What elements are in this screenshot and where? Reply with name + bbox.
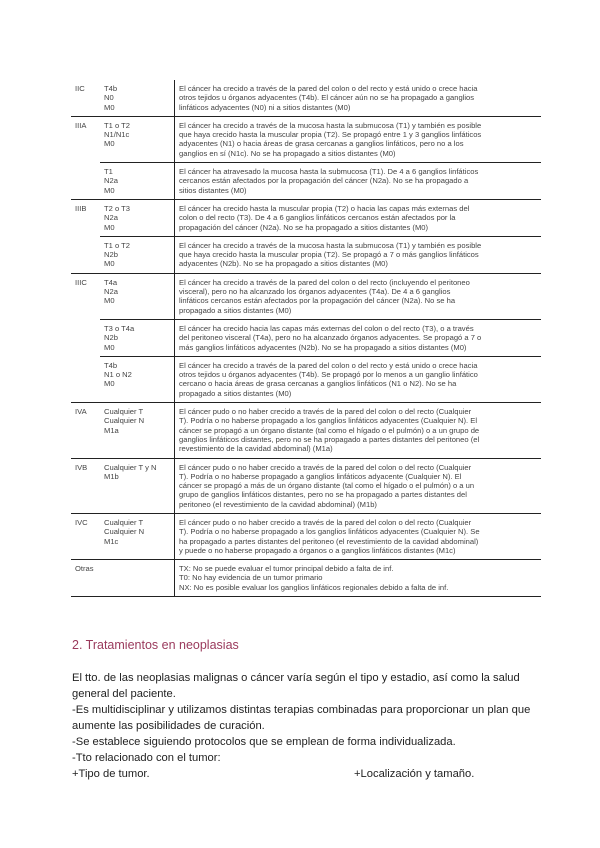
section-title: 2. Tratamientos en neoplasias [72, 638, 239, 652]
tnm-cell [100, 273, 175, 319]
tnm-line: Cualquier N [104, 416, 145, 426]
stage-cell: IVB [71, 458, 100, 513]
bullet-tumor-type: +Tipo de tumor. [72, 768, 150, 780]
tnm-line: Cualquier T [104, 407, 144, 417]
tnm-line: N1 o N2 [104, 370, 132, 380]
tnm-line: T4b [104, 84, 118, 93]
description-line: otros tejidos u órganos adyacentes (T4b). Se propagó por lo menos a un ganglio linfático [179, 370, 478, 380]
tnm-line: N2b [104, 250, 118, 260]
description-line: El cáncer pudo o no haber crecido a través de la pared del colon o del recto (Cualquier [179, 517, 472, 527]
stage-cell: IVA [71, 403, 100, 458]
description-line: revestimiento de la cavidad abdominal) (M1a) [179, 444, 333, 454]
description-line: T). Podría o no haberse propagado a ganglios linfáticos adyacente (Cualquier N). El [179, 471, 462, 481]
description-cell [175, 273, 542, 319]
tnm-line: M0 [104, 259, 115, 269]
description-line: otros tejidos u órganos adyacentes (T4b). El cáncer aún no se ha propagado a ganglios [179, 93, 475, 103]
description-line: propagado a sitios distantes (M0) [179, 305, 292, 315]
description-cell [175, 116, 542, 162]
table-row [71, 403, 541, 458]
tnm-line: T4a [104, 277, 118, 287]
description-line: cáncer se propagó a más de un órgano distante (tal como el hígado o el pulmón) o a un [179, 481, 475, 491]
tnm-cell [100, 356, 175, 402]
description-line: NX: No es posible evaluar los ganglios linfáticos regionales debido a falta de inf. [179, 582, 449, 592]
tnm-line: M1b [104, 471, 119, 481]
stage-cell: IIIB [71, 199, 100, 236]
description-cell [175, 356, 542, 402]
stage-cell: IVC [71, 513, 100, 559]
tnm-cell [100, 163, 175, 200]
description-line: T). Podría o no haberse propagado a los ganglios linfáticos adyacentes (Cualquier N). Se [179, 527, 480, 537]
tnm-line: T2 o T3 [104, 203, 131, 213]
tnm-line: N2a [104, 287, 118, 297]
description-cell [175, 80, 542, 116]
description-line: ha propagado a partes distantes del peritoneo (el revestimiento de la cavidad abdominal) [179, 536, 479, 546]
body-line: El tto. de las neoplasias malignas o cáncer varía según el tipo y estadio, así como la salud [72, 672, 520, 684]
tnm-line: N0 [104, 93, 114, 103]
description-line: colon o del recto (T3). De 4 a 6 ganglios linfáticos cercanos están afectados por la [179, 213, 456, 223]
tnm-cell [100, 403, 175, 458]
table-row [71, 273, 541, 319]
body-line: -Es multidisciplinar y utilizamos distintas terapias combinadas para proporcionar un plan que [72, 704, 531, 716]
stage-cell [71, 163, 100, 200]
staging-table [71, 80, 541, 597]
description-line: El cáncer ha crecido hacia las capas más externas del colon o del recto (T3), o a través [179, 323, 474, 333]
description-line: cercano o hacia áreas de grasa cercanas a ganglios linfáticos (N1 o N2). No se ha [179, 379, 457, 389]
tnm-line: N1/N1c [104, 130, 130, 140]
description-cell [175, 319, 542, 356]
description-line: El cáncer ha crecido hasta la muscular propia (T2) o hacia las capas más externas del [179, 203, 470, 213]
description-line: T). Podría o no haberse propagado a los ganglios linfáticos adyacentes (Cualquier N). El [179, 416, 478, 426]
description-line: linfáticos adyacentes (N0) ni a sitios distantes (M0) [179, 102, 351, 112]
bullet-location-size: +Localización y tamaño. [354, 768, 475, 780]
table-row [71, 236, 541, 273]
description-line: grupo de ganglios linfáticos distantes, pero no se ha propagado a partes distantes del [179, 490, 467, 500]
stage-cell [71, 319, 100, 356]
description-cell [175, 560, 542, 597]
table-row [71, 163, 541, 200]
description-line: El cáncer pudo o no haber crecido a través de la pared del colon o del recto (Cualquier [179, 407, 472, 417]
description-line: más ganglios linfáticos adyacentes (N2b). No se ha propagado a sitios distantes (M0) [179, 342, 467, 352]
description-line: El cáncer pudo o no haber crecido a través de la pared del colon o del recto (Cualquier [179, 462, 472, 472]
description-line: ganglios linfáticos distantes, pero no se ha propagado a partes distantes del peritoneo (el [179, 434, 480, 444]
stage-cell [71, 236, 100, 273]
bullet-row [72, 766, 542, 782]
description-line: El cáncer ha crecido a través de la mucosa hasta la submucosa (T1) y también es posible [179, 120, 482, 130]
table-row [71, 116, 541, 162]
description-line: El cáncer ha crecido a través de la pared del colon o del recto y está unido o crece hacia [179, 84, 478, 93]
description-line: ganglios en sí (N1c). No se ha propagado a sitios distantes (M0) [179, 148, 396, 158]
description-line: que haya crecido hasta la muscular propia (T2). Se propagó entre 1 y 3 ganglios linfáticos [179, 130, 482, 140]
tnm-cell [100, 319, 175, 356]
description-line: El cáncer ha crecido a través de la pared del colon o del recto (incluyendo el peritoneo [179, 277, 470, 287]
description-line: cercanos están afectados por la propagación del cáncer (N2a). No se ha propagado a [179, 176, 469, 186]
table-row [71, 319, 541, 356]
tnm-cell [100, 236, 175, 273]
description-line: propagado a sitios distantes (M0) [179, 388, 292, 398]
description-line: que haya crecido hasta la muscular propia (T2). Se propagó a 7 o más ganglios linfáticos [179, 250, 479, 260]
tnm-line: T1 o T2 [104, 240, 131, 250]
tnm-line: M0 [104, 185, 115, 195]
tnm-cell [100, 513, 175, 559]
table-row [71, 80, 541, 116]
body-line: aumente las posibilidades de curación. [72, 720, 265, 732]
tnm-line: T1 o T2 [104, 120, 131, 130]
table-row [71, 458, 541, 513]
stage-cell [71, 356, 100, 402]
body-line: -Tto relacionado con el tumor: [72, 752, 221, 764]
tnm-cell [100, 458, 175, 513]
description-cell [175, 236, 542, 273]
tnm-line: M0 [104, 222, 115, 232]
description-line: T0: No hay evidencia de un tumor primario [179, 573, 323, 583]
tnm-line: T4b [104, 360, 118, 370]
description-cell [175, 403, 542, 458]
stage-cell: IIIC [71, 273, 100, 319]
description-line: propagación del cáncer (N2a). No se ha propagado a sitios distantes (M0) [179, 222, 429, 232]
tnm-line: M1a [104, 425, 119, 435]
description-line: y puede o no haberse propagado a órganos o a ganglios linfáticos distantes (M1c) [179, 545, 456, 555]
tnm-line: M0 [104, 139, 115, 149]
tnm-cell [100, 560, 175, 597]
tnm-line: Cualquier T y N [104, 462, 157, 472]
tnm-line: Cualquier N [104, 527, 145, 537]
description-line: peritoneo (el revestimiento de la cavidad abdominal) (M1b) [179, 499, 377, 509]
description-line: El cáncer ha atravesado la mucosa hasta la submucosa (T1). De 4 a 6 ganglios linfáticos [179, 167, 479, 177]
description-line: TX: No se puede evaluar el tumor principal debido a falta de inf. [179, 564, 394, 574]
stage-cell: IIIA [71, 116, 100, 162]
description-line: cáncer se propagó a un órgano distante (tal como el hígado o el pulmón) o a un grupo de [179, 425, 480, 435]
tnm-line: N2b [104, 333, 118, 343]
tnm-cell [100, 116, 175, 162]
description-line: sitios distantes (M0) [179, 185, 247, 195]
tnm-line: N2a [104, 213, 118, 223]
tnm-line: T3 o T4a [104, 323, 135, 333]
description-line: El cáncer ha crecido a través de la mucosa hasta la submucosa (T1) y también es posible [179, 240, 482, 250]
section-body [72, 670, 542, 782]
body-line: -Se establece siguiendo protocolos que se emplean de forma individualizada. [72, 736, 456, 748]
description-line: visceral), pero no ha alcanzado los órganos adyacentes (T4a). De 4 a 6 ganglios [179, 287, 451, 297]
description-cell [175, 513, 542, 559]
description-cell [175, 163, 542, 200]
stage-cell: Otras [71, 560, 100, 597]
table-row [71, 560, 541, 597]
tnm-line: M0 [104, 342, 115, 352]
tnm-cell [100, 199, 175, 236]
description-cell [175, 458, 542, 513]
description-line: linfáticos cercanos están afectados por la propagación del cáncer (N2a). No se ha [179, 296, 456, 306]
tnm-line: M0 [104, 102, 115, 112]
body-line: general del paciente. [72, 688, 176, 700]
tnm-line: Cualquier T [104, 517, 144, 527]
table-row [71, 356, 541, 402]
description-cell [175, 199, 542, 236]
tnm-line: T1 [104, 167, 113, 177]
table-row [71, 513, 541, 559]
description-line: del peritoneo visceral (T4a), pero no ha alcanzado órganos adyacentes. Se propagó a 7 o [179, 333, 482, 343]
tnm-cell [100, 80, 175, 116]
tnm-line: M0 [104, 296, 115, 306]
tnm-line: N2a [104, 176, 118, 186]
table-row [71, 199, 541, 236]
description-line: El cáncer ha crecido a través de la pared del colon o del recto y está unido o crece hacia [179, 360, 478, 370]
description-line: adyacentes (N1) o hacia áreas de grasa cercanas a ganglios linfáticos, pero no a los [179, 139, 464, 149]
tnm-line: M0 [104, 379, 115, 389]
stage-cell: IIC [75, 84, 85, 93]
description-line: adyacentes (N2b). No se ha propagado a sitios distantes (M0) [179, 259, 388, 269]
tnm-line: M1c [104, 536, 119, 546]
